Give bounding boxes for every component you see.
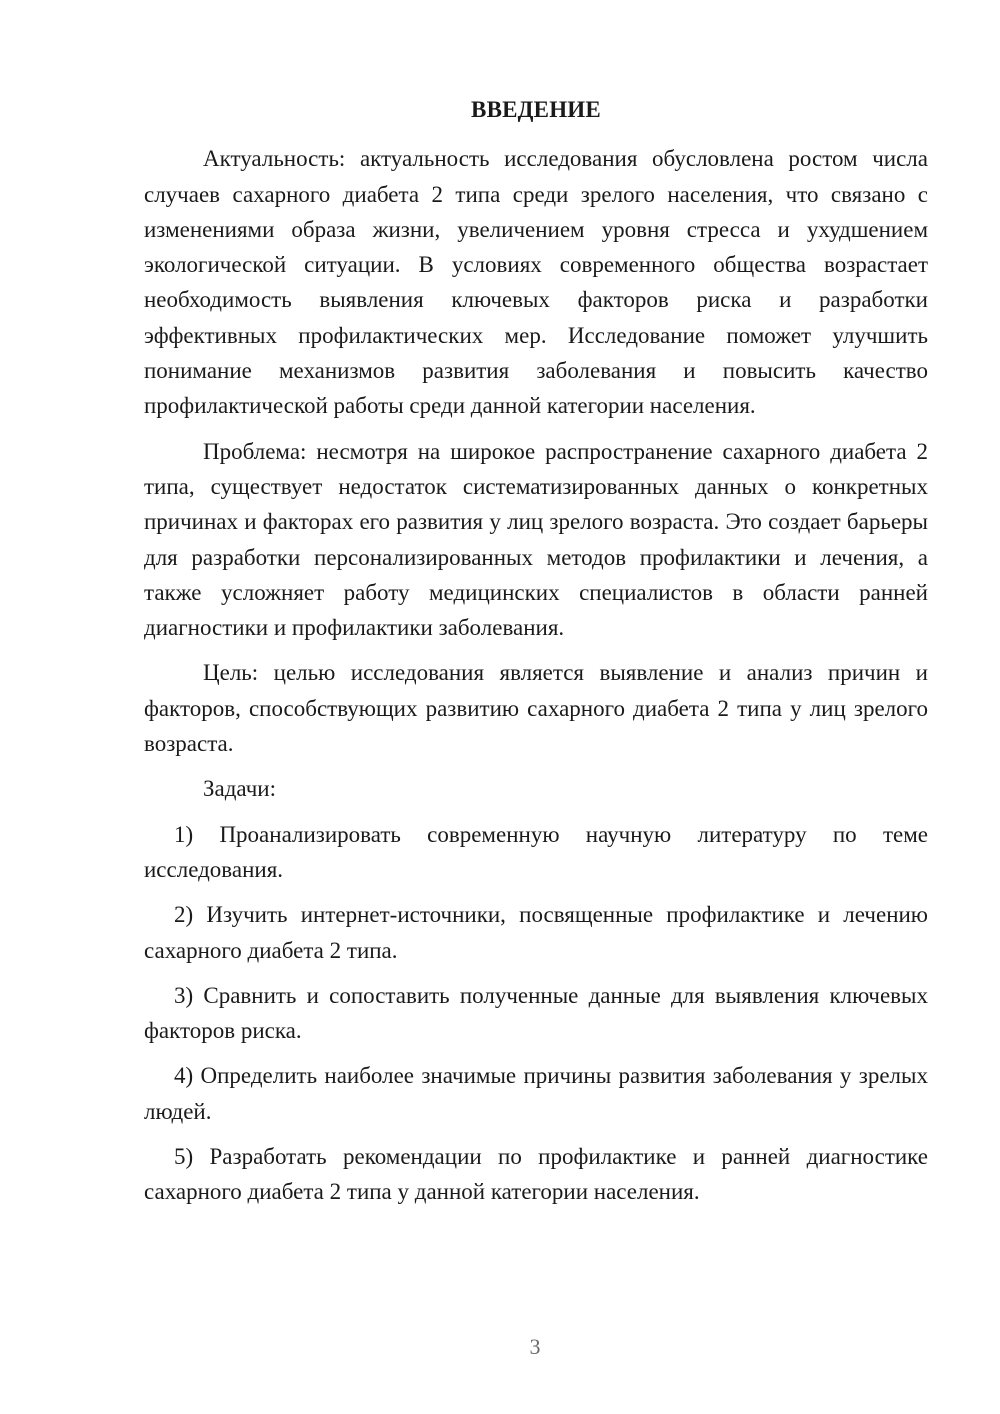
task-item-4: 4) Определить наиболее значимые причины развития заболевания у зрелых людей. bbox=[144, 1063, 928, 1124]
section-title: ВВЕДЕНИЕ bbox=[471, 97, 601, 122]
task-item-2: 2) Изучить интернет-источники, посвященные профилактике и лечению сахарного диабета 2 типа. bbox=[144, 902, 928, 963]
task-item-1: 1) Проанализировать современную научную литературу по теме исследования. bbox=[144, 821, 928, 882]
paragraph-problem: Проблема: несмотря на широкое распространение сахарного диабета 2 типа, существует недостаток систематизированных данных о конкретных причинах и факторах его развития у лиц зрелого возраста. Это создает барьеры для разработки персонализированных методов профилактики и лечения, а также усложняет работу медицинских специалистов в области ранней диагностики и профилактики заболевания. bbox=[144, 438, 928, 641]
task-item-5: 5) Разработать рекомендации по профилактике и ранней диагностике сахарного диабета 2 типа у данной категории населения. bbox=[144, 1144, 928, 1205]
document-body bbox=[144, 92, 928, 1220]
tasks-heading: Задачи: bbox=[203, 776, 276, 802]
task-item-3: 3) Сравнить и сопоставить полученные данные для выявления ключевых факторов риска. bbox=[144, 982, 928, 1044]
paragraph-goal: Цель: целью исследования является выявление и анализ причин и факторов, способствующих развитию сахарного диабета 2 типа у лиц зрелого возраста. bbox=[144, 660, 928, 757]
page-number: 3 bbox=[529, 1334, 541, 1359]
paragraph-relevance: Актуальность: актуальность исследования обусловлена ростом числа случаев сахарного диабета 2 типа среди зрелого населения, что связано с изменениями образа жизни, увеличением уровня стресса и ухудшением экологической ситуации. В условиях современного общества возрастает необходимость выявления ключевых факторов риска и разработки эффективных профилактических мер. Исследование поможет улучшить понимание механизмов развития заболевания и повысить качество профилактической работы среди данной категории населения. bbox=[144, 146, 928, 419]
